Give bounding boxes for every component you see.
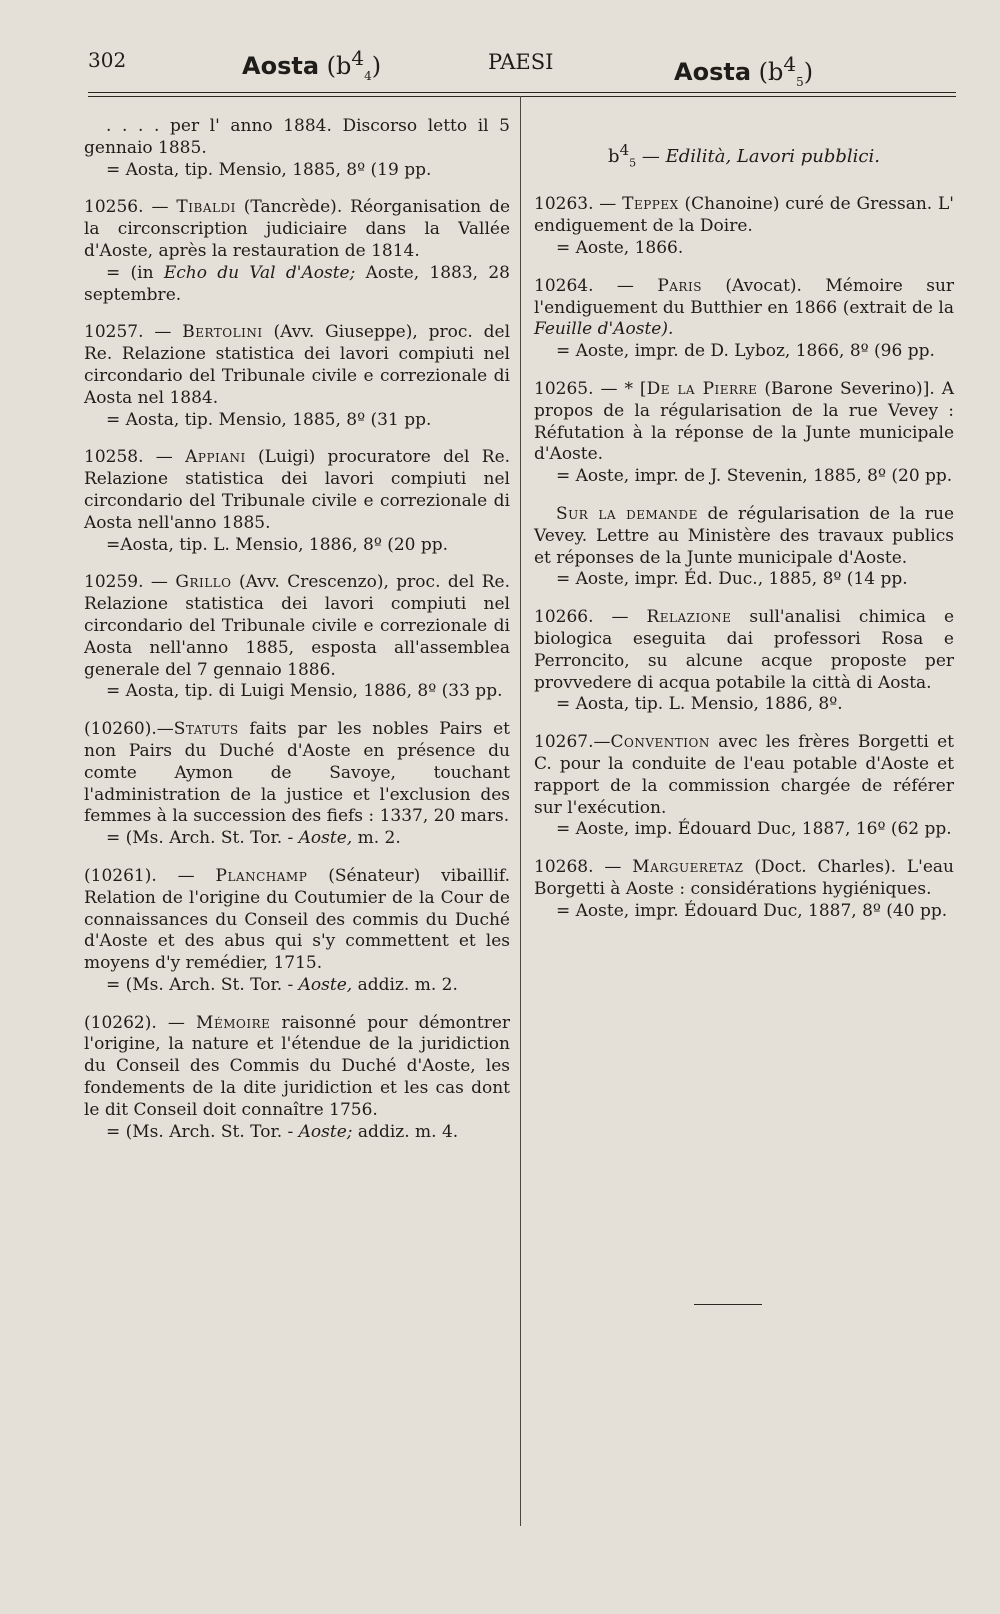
entry-author: Mémoire <box>196 1012 271 1033</box>
entry-title: (Avv. Giuseppe), proc. del Re. Relazione statistica dei lavori compiuti nel circondario del Tribunale civile e correzionale di Aosta nel 1884. <box>84 322 511 408</box>
entry-number: 10266. — <box>534 607 629 628</box>
entry-author: Teppex <box>622 194 679 215</box>
entry-number: 10267.— <box>534 732 611 753</box>
right-running-title: Aosta $(b^4_5)$ <box>674 52 814 89</box>
entry-title: (Doct. Charles). L'eau Borgetti à Aoste : considérations hygiéniques. <box>534 857 954 899</box>
entry-number: 10265. — * [ <box>534 378 647 399</box>
entry-10264: 10264. — Paris (Avocat). Mémoire sur l'endiguement du Butthier en 1866 (extrait de la Feuille d'Aoste). = Aoste, impr. de D. Lyboz, 1866, 8º (96 pp. <box>534 275 955 362</box>
entry-10265-sub <box>534 504 954 591</box>
entry-title: sull'analisi chimica e biologica eseguita dai professori Rosa e Perroncito, su alcune acque proposte per provvedere di acqua potabile la città di Aosta. <box>534 607 955 693</box>
section-title: Edilità, Lavori pubblici. <box>665 146 880 167</box>
entry-10262 <box>84 1013 510 1144</box>
entry-publication: = Aoste, imp. Édouard Duc, 1887, 16º (62 pp. <box>556 819 952 840</box>
entry-author: Bertolini <box>182 322 263 343</box>
entry-10260 <box>84 719 510 850</box>
running-header <box>88 40 956 92</box>
entry-10267 <box>534 732 954 841</box>
entry-10256 <box>84 197 510 306</box>
entry-title: raisonné pour démontrer l'origine, la nature et l'étendue de la juridiction du Conseil des Commis du Duché d'Aoste, les fondements de la dite juridiction et les cas dont le dit Conseil doit connaître 1756. <box>84 1012 511 1120</box>
entry-author: Statuts <box>173 719 239 740</box>
entry-author: Margueretaz <box>632 857 744 878</box>
entry-10263 <box>534 194 954 259</box>
entry-10258 <box>84 447 510 556</box>
right-column <box>534 140 954 939</box>
entry-number: (10261). — <box>84 865 195 886</box>
entry-title: (Tancrède). Réorganisation de la circonscription judiciaire dans la Vallée d'Aoste, après la restauration de 1814. <box>84 197 511 261</box>
entry-publication: = Aosta, tip. Mensio, 1885, 8º (31 pp. <box>106 409 432 430</box>
entry-publication: = Aoste, impr. de J. Stevenin, 1885, 8º (20 pp. <box>556 466 953 487</box>
entry-title: (Luigi) procuratore del Re. Relazione statistica dei lavori compiuti nel circondario del Tribunale civile e correzionale di Aosta nell'anno 1885. <box>84 447 511 533</box>
left-column <box>84 116 510 1159</box>
entry-number: 10258. — <box>84 447 173 468</box>
entry-author: Sur la demande <box>556 503 698 524</box>
entry-title: (Barone Severino)]. A propos de la régularisation de la rue Vevey : Réfutation à la réponse de la Junte municipale d'Aoste. <box>534 378 954 465</box>
entry-publication: = Aoste, impr. de D. Lyboz, 1866, 8º (96 pp. <box>556 341 935 362</box>
entry-publication: = Aoste, impr. Éd. Duc., 1885, 8º (14 pp. <box>556 569 908 590</box>
entry-author: Relazione <box>646 607 732 628</box>
entry-author: Planchamp <box>215 865 308 886</box>
entry-publication: = (Ms. Arch. St. Tor. - Aoste; addiz. m. 4. <box>106 1121 459 1142</box>
entry-publication: = (Ms. Arch. St. Tor. - Aoste, addiz. m. 2. <box>106 974 458 995</box>
entry-publication: = Aoste, 1866. <box>556 237 684 258</box>
entry-number: 10264. — <box>534 275 634 296</box>
center-running-title: PAESI <box>488 50 554 74</box>
entry-10265 <box>534 379 954 488</box>
entry-10266 <box>534 607 954 716</box>
entry-number: (10262). — <box>84 1012 185 1033</box>
entry-publication: = (in Echo du Val d'Aoste; Aoste, 1883, 28 septembre. <box>84 262 511 305</box>
entry-title: faits par les nobles Pairs et non Pairs du Duché d'Aoste en présence du comte Aymon de Savoye, touchant l'administration de la justice et l'exclusion des femmes à la succession des fiefs : 1337, 20 mars. <box>84 719 511 827</box>
header-rule-double <box>88 96 956 97</box>
entry-publication: = (Ms. Arch. St. Tor. - Aoste, m. 2. <box>106 828 401 849</box>
entry-number: 10256. — <box>84 197 169 218</box>
left-running-title: Aosta $(b^4_4)$ <box>242 46 382 83</box>
entry-10268 <box>534 857 954 922</box>
entry-continued: . . . . per l' anno 1884. Discorso letto il 5 gennaio 1885. = Aosta, tip. Mensio, 1885, 8º (19 pp. <box>84 116 510 180</box>
entry-publication: = Aoste, impr. Édouard Duc, 1887, 8º (40 pp. <box>556 900 948 921</box>
entry-number: 10263. — <box>534 194 617 215</box>
entry-author: Tibaldi <box>176 197 236 218</box>
column-divider <box>520 96 521 1526</box>
section-end-rule <box>694 1304 762 1305</box>
entry-title: de régularisation de la rue Vevey. Lettre au Ministère des travaux publics et réponses de la Junte municipale d'Aoste. <box>534 503 955 568</box>
entry-publication: = Aosta, tip. L. Mensio, 1886, 8º. <box>556 694 843 715</box>
header-rule <box>88 92 956 93</box>
entry-title: avec les frères Borgetti et C. pour la conduite de l'eau potable d'Aoste et rapport de la commission chargée de référer sur l'exécution. <box>534 732 955 818</box>
entry-author: Convention <box>610 732 710 753</box>
entry-author: Grillo <box>175 572 232 593</box>
entry-author: Appiani <box>185 447 246 468</box>
entry-10257 <box>84 322 510 431</box>
entry-author: Paris <box>657 275 702 296</box>
entry-number: 10268. — <box>534 857 622 878</box>
entry-number: 10257. — <box>84 322 172 343</box>
entry-publication: =Aosta, tip. L. Mensio, 1886, 8º (20 pp. <box>106 534 449 555</box>
entry-10261 <box>84 866 510 997</box>
entry-title: (Sénateur) vibaillif. Relation de l'origine du Coutumier de la Cour de connaissances du Conseil des commis du Duché d'Aoste et des abus qui s'y commettent et les moyens d'y remédier, 1715. <box>84 865 511 974</box>
section-heading: $b^4_5$ — Edilità, Lavori pubblici. <box>608 141 880 170</box>
entry-number: (10260).— <box>84 719 174 740</box>
entry-title: (Avocat). Mémoire sur l'endiguement du Butthier en 1866 (extrait de la <box>534 275 955 318</box>
entry-author: De la Pierre <box>646 378 758 399</box>
entry-publication: = Aosta, tip. di Luigi Mensio, 1886, 8º (33 pp. <box>106 681 503 702</box>
entry-title: (Avv. Crescenzo), proc. del Re. Relazione statistica dei lavori compiuti nel circondario del Tribunale civile e correzionale di Aosta nell'anno 1885, esposta all'assemblea generale del 7 gennaio 1886. <box>84 572 510 680</box>
entry-10259 <box>84 572 510 703</box>
page-number: 302 <box>88 48 127 72</box>
entry-title: (Chanoine) curé de Gressan. L' endiguement de la Doire. <box>534 194 954 237</box>
entry-number: 10259. — <box>84 572 168 593</box>
